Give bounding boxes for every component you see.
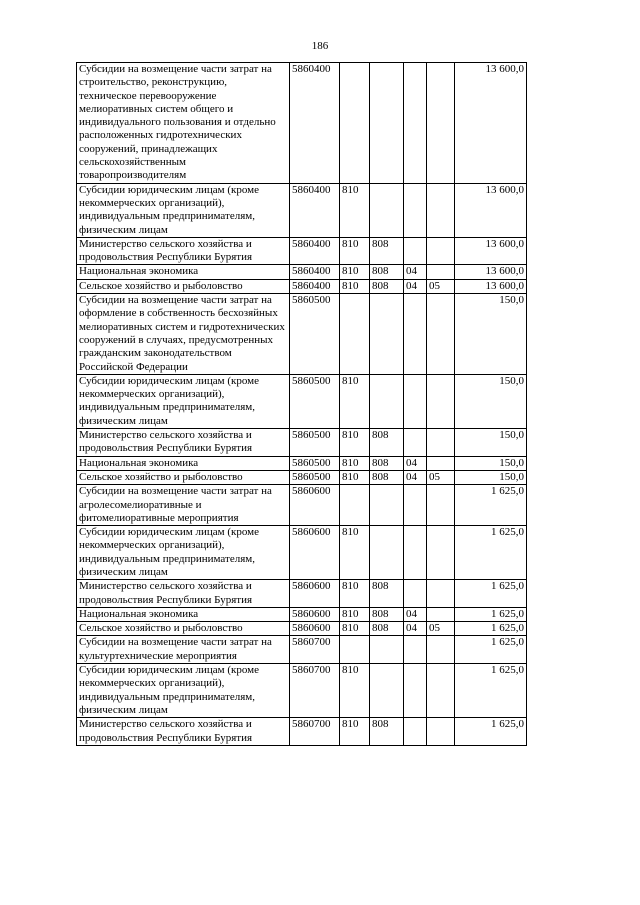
table-row xyxy=(77,636,527,664)
cell-rz: 808 xyxy=(370,265,404,279)
table-row xyxy=(77,456,527,470)
cell-vr xyxy=(427,580,455,608)
cell-rz: 808 xyxy=(370,580,404,608)
cell-pr: 04 xyxy=(404,470,427,484)
cell-vr xyxy=(427,526,455,580)
table-row xyxy=(77,485,527,526)
cell-grbs xyxy=(340,636,370,664)
cell-code: 5860600 xyxy=(290,580,340,608)
cell-rz xyxy=(370,485,404,526)
cell-code: 5860500 xyxy=(290,470,340,484)
cell-rz: 808 xyxy=(370,470,404,484)
cell-name: Субсидии юридическим лицам (кроме некоммерческих организаций), индивидуальным предпринимателям, физическим лицам xyxy=(77,374,290,428)
cell-pr: 04 xyxy=(404,607,427,621)
cell-vr xyxy=(427,429,455,457)
cell-name: Субсидии на возмещение части затрат на агролесомелиоративные и фитомелиоративные мероприятия xyxy=(77,485,290,526)
table-row xyxy=(77,265,527,279)
cell-vr xyxy=(427,456,455,470)
cell-rz xyxy=(370,636,404,664)
cell-name: Субсидии на возмещение части затрат на культуртехнические мероприятия xyxy=(77,636,290,664)
cell-rz xyxy=(370,374,404,428)
cell-sum: 1 625,0 xyxy=(455,485,527,526)
cell-sum: 1 625,0 xyxy=(455,580,527,608)
cell-sum: 1 625,0 xyxy=(455,718,527,746)
cell-pr xyxy=(404,485,427,526)
cell-pr: 04 xyxy=(404,456,427,470)
cell-vr: 05 xyxy=(427,622,455,636)
table-row xyxy=(77,374,527,428)
cell-vr xyxy=(427,664,455,718)
cell-code: 5860500 xyxy=(290,294,340,375)
cell-rz: 808 xyxy=(370,456,404,470)
cell-rz xyxy=(370,664,404,718)
cell-vr xyxy=(427,374,455,428)
cell-grbs: 810 xyxy=(340,237,370,265)
cell-rz: 808 xyxy=(370,429,404,457)
cell-grbs: 810 xyxy=(340,607,370,621)
cell-sum: 1 625,0 xyxy=(455,636,527,664)
cell-code: 5860400 xyxy=(290,237,340,265)
cell-grbs: 810 xyxy=(340,265,370,279)
cell-rz: 808 xyxy=(370,718,404,746)
cell-grbs: 810 xyxy=(340,429,370,457)
cell-name: Субсидии на возмещение части затрат на строительство, реконструкцию, техническое перевооружение мелиоративных систем общего и индивидуального пользования и отдельно расположенных гидротехнических сооружений, принадлежащих сельскохозяйственным товаропроизводителям xyxy=(77,63,290,184)
cell-grbs: 810 xyxy=(340,470,370,484)
cell-pr xyxy=(404,429,427,457)
cell-sum: 1 625,0 xyxy=(455,622,527,636)
cell-name: Субсидии на возмещение части затрат на оформление в собственность бесхозяйных мелиоративных систем и гидротехнических сооружений в случаях, предусмотренных гражданским законодательством Российской Федерации xyxy=(77,294,290,375)
cell-code: 5860400 xyxy=(290,279,340,293)
cell-code: 5860500 xyxy=(290,374,340,428)
cell-pr xyxy=(404,63,427,184)
cell-sum: 13 600,0 xyxy=(455,279,527,293)
table-row xyxy=(77,622,527,636)
cell-code: 5860500 xyxy=(290,429,340,457)
cell-vr xyxy=(427,718,455,746)
cell-pr xyxy=(404,636,427,664)
table-row xyxy=(77,279,527,293)
cell-code: 5860500 xyxy=(290,456,340,470)
cell-sum: 1 625,0 xyxy=(455,664,527,718)
cell-pr xyxy=(404,237,427,265)
cell-rz xyxy=(370,63,404,184)
cell-name: Национальная экономика xyxy=(77,265,290,279)
cell-sum: 150,0 xyxy=(455,456,527,470)
cell-grbs: 810 xyxy=(340,526,370,580)
cell-rz: 808 xyxy=(370,237,404,265)
cell-grbs xyxy=(340,63,370,184)
cell-code: 5860600 xyxy=(290,485,340,526)
cell-vr xyxy=(427,237,455,265)
cell-rz: 808 xyxy=(370,607,404,621)
cell-grbs: 810 xyxy=(340,279,370,293)
cell-name: Субсидии юридическим лицам (кроме некоммерческих организаций), индивидуальным предпринимателям, физическим лицам xyxy=(77,526,290,580)
cell-sum: 13 600,0 xyxy=(455,183,527,237)
table-row xyxy=(77,718,527,746)
cell-sum: 1 625,0 xyxy=(455,607,527,621)
table-row xyxy=(77,429,527,457)
cell-grbs: 810 xyxy=(340,664,370,718)
budget-table xyxy=(76,62,527,746)
cell-name: Министерство сельского хозяйства и продовольствия Республики Бурятия xyxy=(77,237,290,265)
cell-sum: 150,0 xyxy=(455,374,527,428)
cell-sum: 13 600,0 xyxy=(455,237,527,265)
cell-name: Субсидии юридическим лицам (кроме некоммерческих организаций), индивидуальным предпринимателям, физическим лицам xyxy=(77,183,290,237)
cell-rz: 808 xyxy=(370,279,404,293)
cell-grbs: 810 xyxy=(340,718,370,746)
table-row xyxy=(77,237,527,265)
cell-pr xyxy=(404,718,427,746)
cell-sum: 1 625,0 xyxy=(455,526,527,580)
table-body xyxy=(77,63,527,746)
cell-name: Сельское хозяйство и рыболовство xyxy=(77,470,290,484)
cell-grbs: 810 xyxy=(340,622,370,636)
cell-rz xyxy=(370,526,404,580)
cell-rz: 808 xyxy=(370,622,404,636)
cell-vr: 05 xyxy=(427,470,455,484)
cell-vr xyxy=(427,183,455,237)
cell-pr: 04 xyxy=(404,265,427,279)
table-row xyxy=(77,294,527,375)
table-row xyxy=(77,470,527,484)
cell-name: Министерство сельского хозяйства и продовольствия Республики Бурятия xyxy=(77,429,290,457)
cell-name: Министерство сельского хозяйства и продовольствия Республики Бурятия xyxy=(77,718,290,746)
cell-name: Министерство сельского хозяйства и продовольствия Республики Бурятия xyxy=(77,580,290,608)
cell-code: 5860700 xyxy=(290,636,340,664)
cell-sum: 13 600,0 xyxy=(455,63,527,184)
cell-sum: 13 600,0 xyxy=(455,265,527,279)
cell-vr: 05 xyxy=(427,279,455,293)
cell-name: Сельское хозяйство и рыболовство xyxy=(77,622,290,636)
cell-pr xyxy=(404,183,427,237)
cell-code: 5860600 xyxy=(290,526,340,580)
cell-grbs: 810 xyxy=(340,456,370,470)
cell-name: Субсидии юридическим лицам (кроме некоммерческих организаций), индивидуальным предпринимателям, физическим лицам xyxy=(77,664,290,718)
cell-code: 5860400 xyxy=(290,63,340,184)
table-row xyxy=(77,526,527,580)
cell-code: 5860400 xyxy=(290,265,340,279)
cell-code: 5860600 xyxy=(290,607,340,621)
cell-pr xyxy=(404,294,427,375)
cell-vr xyxy=(427,294,455,375)
cell-pr: 04 xyxy=(404,279,427,293)
cell-name: Национальная экономика xyxy=(77,456,290,470)
cell-vr xyxy=(427,636,455,664)
cell-code: 5860700 xyxy=(290,664,340,718)
cell-sum: 150,0 xyxy=(455,470,527,484)
cell-name: Сельское хозяйство и рыболовство xyxy=(77,279,290,293)
cell-code: 5860400 xyxy=(290,183,340,237)
table-row xyxy=(77,183,527,237)
table-row xyxy=(77,664,527,718)
cell-code: 5860700 xyxy=(290,718,340,746)
cell-grbs xyxy=(340,294,370,375)
cell-name: Национальная экономика xyxy=(77,607,290,621)
cell-pr xyxy=(404,374,427,428)
cell-code: 5860600 xyxy=(290,622,340,636)
cell-sum: 150,0 xyxy=(455,429,527,457)
table-row xyxy=(77,607,527,621)
cell-vr xyxy=(427,607,455,621)
cell-pr xyxy=(404,664,427,718)
cell-rz xyxy=(370,294,404,375)
cell-vr xyxy=(427,485,455,526)
table-row xyxy=(77,580,527,608)
cell-pr: 04 xyxy=(404,622,427,636)
cell-sum: 150,0 xyxy=(455,294,527,375)
cell-rz xyxy=(370,183,404,237)
cell-pr xyxy=(404,526,427,580)
cell-grbs: 810 xyxy=(340,374,370,428)
page-number: 186 xyxy=(311,40,329,52)
cell-grbs xyxy=(340,485,370,526)
cell-grbs: 810 xyxy=(340,183,370,237)
cell-grbs: 810 xyxy=(340,580,370,608)
cell-vr xyxy=(427,265,455,279)
table-row xyxy=(77,63,527,184)
cell-vr xyxy=(427,63,455,184)
cell-pr xyxy=(404,580,427,608)
